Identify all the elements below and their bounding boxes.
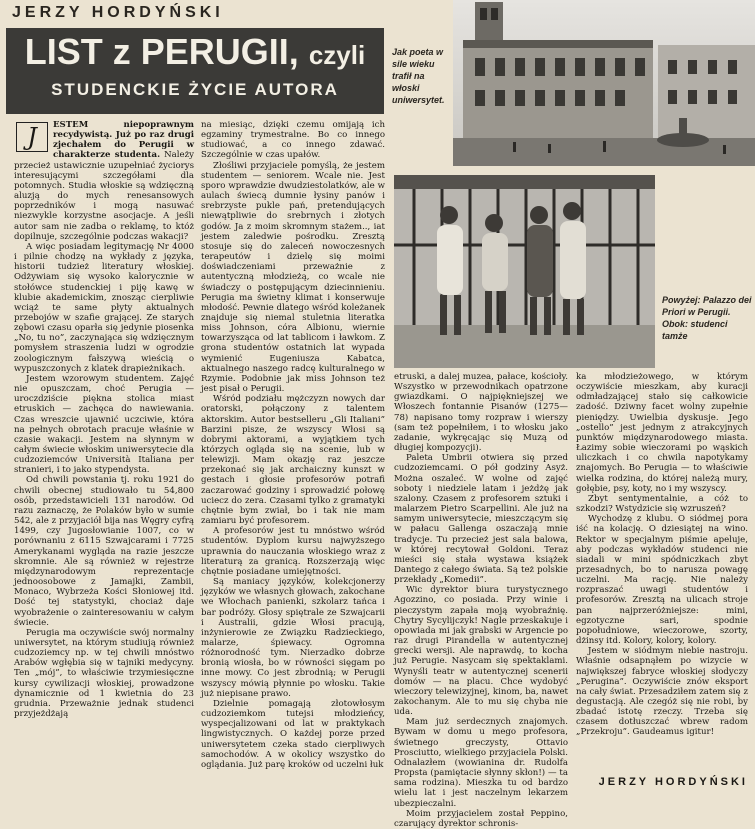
paragraph: Wychodzę z klubu. O siódmej pora iść na kolację. O dziesiątej na wino. Rektor w specjalnym piśmie apeluje, aby podczas wykładów studenci nie siadali w mini spódniczkach zbyt przesadnych, bo to narusza powagę uczelni. Ma rację. Nie należy rozpraszać uwagi studentów i profesorów. Zresztą na ulicach stroje pan najprzeróżniejsze: mini, egzotyczne sari, spodnie popołudniowe, wieczorowe, szorty, dżinsy itd. Kolory, kolory, kolory.: [576, 514, 748, 647]
paragraph: A więc posiadam legitymację Nr 4000 i pilnie chodzę na wykłady z języka, historii tudzież literatury włoskiej. Odżywiam się wysoko kalorycznie w stołówce studenckiej i piję kawę w klubie akademickim, znosząc cierpliwie wciąż te same płyty aktualnych przebojów w szafie grającej. Ze starych zębowi czasu oparła się jedynie piosenka „No, tu no”, zaczynająca się wdzięcznym pomysłem straszenia ludzi w ogrodzie zoologicznym fałszywą wieścią o wypuszczonych z klatek drapieżnikach.: [14, 241, 194, 374]
text-column-1: [14, 120, 194, 799]
dropcap: J: [16, 122, 48, 152]
author-signature: JERZY HORDYŃSKI: [598, 776, 748, 788]
paragraph: Moim przyjacielem został Peppino, czarujący dyrektor schronis-: [394, 808, 568, 829]
paragraph: na miesiąc, dzięki czemu omijają ich egzaminy trymestralne. Bo co innego studiować, a co innego zdawać. Szczególnie w czas upałów.: [201, 120, 385, 161]
paragraph: etruski, a dalej muzea, pałace, kościoły. Wszystko w przewodnikach opatrzone gwiazdkami. O najpiękniejszej we Włoszech fontannie Pisanów (1275—78) napisano tomy rozpraw i wierszy (sam też popełniłem, i to włosku jako zadanie, wykręcając się Muzą od długiej kompozycji).: [394, 372, 568, 454]
paragraph: Wśród podziału mężczyzn nowych dar oratorski, połączony z talentem aktorskim. Autor bestselleru „Gli Italiani” Barzini pisze, że wszyscy Włosi są dobrymi aktorami, a wyjątkiem tych którzych ogląda się na scenie, lub w telewizji. Mam okazję raz jeszcze przekonać się jak archaiczny kunszt w gestach i głosie profesorów potrafi zaczarować godziny i sprowadzić połowę uciecz do zera. Czasami tylko z gramatyki chętnie bym zwiał, bo i tak nie mam zamiaru być profesorem.: [201, 394, 385, 527]
text-column-3: [394, 372, 568, 829]
headline-subtitle: STUDENCKIE ŻYCIE AUTORA: [51, 80, 339, 99]
paragraph: Jestem wzorowym studentem. Zajęć nie opuszczam, choć Perugia — uroczdziście piękna stolica miast etruskich — zachęca do nawiewania. Czas wreszcie ujawnić uczciwie, która na pełnych obrotach pracuje właśnie w czasie wakacji. Jestem na słynnym w całym świecie włoskim uniwersytecie dla cudzoziemców Università Italiana per stranieri, i to jako stypendysta.: [14, 373, 194, 476]
paragraph: Zbyt sentymentalnie, a cóż to szkodzi? Wstydzicie się wzruszeń?: [576, 493, 748, 515]
students-photo: [394, 175, 655, 368]
text-column-4: [576, 372, 748, 764]
photo-caption-2: Powyżej: Palazzo dei Priori w Perugii. Obok: studenci tamże: [662, 295, 752, 341]
paragraph: Złośliwi przyjaciele pomyślą, że jestem studentem — seniorem. Wcale nie. Jest sporo wprawdzie dwudziestolatków, ale w aulach świecą dumnie łysiny panów i srebrzyste pukle pań, pretendujących niewątpliwie do srebrnych i złotych godów. Ja z moim skromnym stażem.., iat jestem zaledwie pośrodku. Zresztą stosuje się do zaleceń nowoczesnych terapeutów i dzielę się moimi doświadczeniami przeważnie z autentyczną młodzieżą, co wcale nie świadczy o postępującym dziecinnieniu. Perugia ma świetny klimat i konserwuje młodość. Pewnie dlatego wśród koleżanek znajduje się niemal stuletnia literatka miss Johnson, córa Albionu, wiernie towarzysząca od lat tablicom i ławkom. Z grona studentów ostatnich lat wypada wymienić Eugeniusza Kabatca, aktualnego naszego radcę kulturalnego w Rzymie. Podobnie jak miss Johnson też jest pisał o Perugii.: [201, 160, 385, 395]
author-byline-top: JERZY HORDYŃSKI: [12, 4, 224, 21]
paragraph: Od chwili powstania tj. roku 1921 do chwili obecnej studiowało tu 54,800 osób, przedstawicieli 131 narodów. Od razu zaznaczę, że Polaków było w sumie 542, ale z przyjaciół bija nas Węgry cyfrą 1499, czy Jugosłowianie 1007, co w porównaniu z 6115 Szwajcarami i 7725 Amerykanami wygląda na razie jeszcze skromnie. Ale są również w rejestrze międzynarodowym reprezentacje jednoosobowe z Jamajki, Zambii, Monaco, Wybrzeża Kości Słoniowej itd. Dość tej statystyki, chociaż daje wyobrażenie o zainteresowaniu w całym świecie.: [14, 475, 194, 628]
lead-paragraph: J ESTEM niepoprawnym recydywistą. Już po raz drugi zjechałem do Perugii w charakterze studenta. Należy przecież ustawicznie uzupełniać życiorys interesującymi szczegółami dla potomnych. Studia włoskie są wdzięczną aluzją do mych renesansowych poprzedników i mogą nasuwać niezwykle korzystne asocjacje. A jeśli autor sam nie zadba o reklamę, to któż dopilnuje, szczególnie podczas wakacji?: [14, 120, 194, 242]
paragraph: Są maniacy języków, kolekcjonerzy języków we własnych głowach, zakochane we Włochach panienki, szkolarz tańca i bar podróży. Głosy spiętrale ze Szwajcarii i Australii, gdzie Włosi pracują, inżynierowie ze Związku Radzieckiego, malarze, śpiewacy. Ogromna różnorodność tym. Nierzadko dobrze bronią wiosła, bo w równości sięgam po inne mowy. Co jest zbrodnią; w Perugii wszyscy mówią płynnie po włosku. Takie już niepisane prawo.: [201, 577, 385, 699]
paragraph: Jestem w siódmym niebie nastroju. Właśnie odsapnąłem po wizycie w największej fabryce włoskiej słodyczy „Perugina”. Oczywiście znów eksport na cały świat. Przesadziłem zatem się z degustacją. Ale czegóż się nie robi, by zbadać istotę rzeczy. Trzeba się czasem dotłuszczać wbrew radom „Przekroju”. Gaudeamus igitur!: [576, 646, 748, 738]
paragraph: Paleta Umbrii otwiera się przed cudzoziemcami. O pół godziny Asyż. Można oszaleć. W wolne od zajęć soboty i niedziele latam i jeżdżę jak szalony. Czasem z profesorem sztuki i malarzem Pietro Scarpellini. Ale już na samym uniwersytecie, mieszczącym się w pałacu Gallenga oszaczają mnie tradycje. Tu przecież jest sala balowa, w której recytował Goldoni. Teraz mieści się stała wystawa książek Dantego z całego świata. Są też polskie przekłady „Komedii”.: [394, 453, 568, 586]
palazzo-photo: [453, 0, 755, 166]
paragraph: Dzielnie pomagają złotowłosym cudzoziemkom tutejsi młodzieńcy, wyspecjalizowani od lat w praktykach lingwistycznych. O każdej porze przed uniwersytetem czeka stado cierpliwych samochodów. A w okolicy wszystko do oglądania. Już parę kroków od uczelni łuk: [201, 698, 385, 770]
photo-caption-1: Jak poeta w sile wieku trafił na włoski uniwersytet.: [392, 47, 445, 105]
paragraph: A profesorów jest tu mnóstwo wśród studentów. Dyplom kursu najwyższego uprawnia do nauczania włoskiego wraz z literaturą za granicą. Rozszerzają więc chętnie posiadane umiejętności.: [201, 526, 385, 577]
text-column-2: [201, 120, 385, 799]
headline-box: [6, 28, 384, 114]
headline-title: LIST z PERUGII, czyli: [24, 31, 366, 72]
paragraph: ka młodzieżowego, w którym oczywiście mieszkam, aby kuracji odmładzającej stało się całkowicie zadość. Dziwny facet wolny zupełnie pieniędzy. Uwielbia dyskusje. Jego „ostello” jest jednym z atrakcyjnych punktów międzynarodowego miasta. Łazimy sobie wieczorami po wąskich uliczkach i co chwila napotykamy znajomych. Bo Perugia — to właściwie wielka rodzina, do której należą mury, gołębie, psy, koty, no i my wszyscy.: [576, 372, 748, 494]
paragraph: Wic dyrektor biura turystycznego Agozzino, co posiada. Przy winie i pieczystym zapała moją wyobraźnię. Chytry Sycylijczyk! Nagle przeskakuje i opowiada mi jak grabski w Argencie po raz drugi Pirandella w autentycznej grecki wersji. Ale naprawdę, to kocha już Perugie. Nasycam się spektaklami. Wynyśli teatr w autentycznej scenerii domów — na placu. Chce wydobyć wieczory telewizyjnej, kinom, ba, nawet zakochanym. Ale to mu się chyba nie uda.: [394, 585, 568, 718]
paragraph: Mam już serdecznych znajomych. Bywam w domu u mego profesora, świetnego greczysty, Ottavio Prosciutto, wielkiego przyjaciela Polski. Odnalazłem (wowianina dr. Rudolfa Propsta (pamiętacie słynny skłon!) — ta sama rodzina). Mieszka tu od bardzo wielu lat i jest naczelnym lekarzem ubezpieczalni.: [394, 717, 568, 809]
paragraph: Perugia ma oczywiście swój normalny uniwersytet, na którym studiują również cudzoziemcy np. w tej chwili mnóstwo Arabów wgłębia się w tajniki medycyny. Ten „mój”, to właściwie trzymiesięczne kursy cywilizacji włoskiej, prowadzone dynamicznie od 1 kwietnia do 23 grudnia. Przeważnie jednak studenci przyjeżdżają: [14, 627, 194, 720]
